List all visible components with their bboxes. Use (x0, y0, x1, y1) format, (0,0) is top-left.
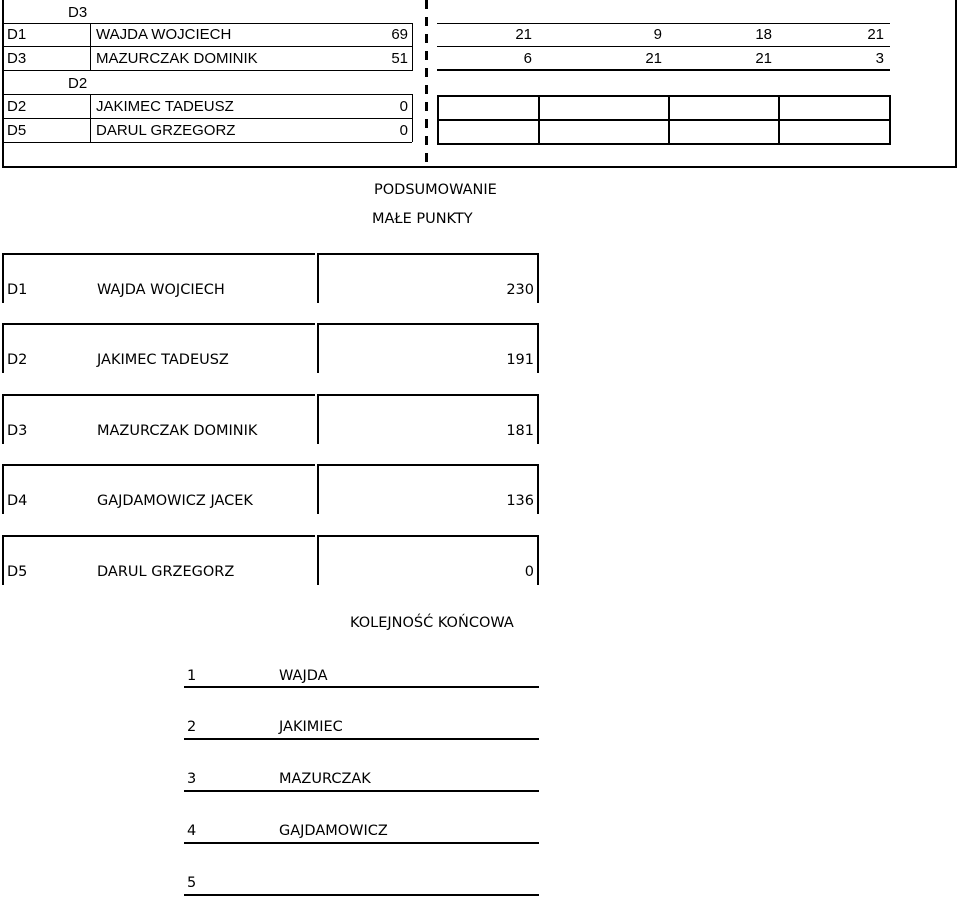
player-code: D4 (7, 493, 28, 509)
place-underline (184, 790, 539, 792)
row-top-line (319, 253, 539, 255)
row-left-line (2, 394, 4, 444)
set-score: 9 (653, 26, 662, 43)
player-name: WAJDA WOJCIECH (97, 282, 225, 298)
row-line (437, 46, 890, 47)
set-score: 21 (645, 50, 662, 67)
row-line (2, 23, 412, 24)
row-right-line (537, 323, 539, 373)
table-dashed-divider (425, 0, 428, 167)
player-name: DARUL GRZEGORZ (96, 122, 236, 139)
row-right-line (537, 535, 539, 585)
player-points: 191 (506, 352, 534, 368)
place-name: MAZURCZAK (279, 771, 371, 787)
player-total: 0 (399, 98, 408, 115)
player-name: WAJDA WOJCIECH (96, 26, 232, 43)
place-underline (184, 738, 539, 740)
player-name: GAJDAMOWICZ JACEK (97, 493, 253, 509)
row-top-line (2, 253, 315, 255)
row-line (2, 142, 412, 143)
row-mid-line (317, 394, 319, 444)
row-line (2, 94, 412, 95)
place-number: 1 (187, 668, 197, 684)
row-line (2, 46, 412, 47)
player-code: D2 (7, 98, 27, 115)
col-line (412, 94, 413, 142)
player-points: 0 (524, 564, 534, 580)
place-number: 5 (187, 875, 197, 891)
row-top-line (2, 323, 315, 325)
group-label-d3: D3 (68, 4, 88, 21)
row-line (437, 143, 890, 145)
group-label-d2: D2 (68, 75, 88, 92)
col-line (437, 95, 439, 145)
player-name: JAKIMEC TADEUSZ (96, 98, 234, 115)
row-line (437, 23, 890, 24)
row-left-line (2, 323, 4, 373)
row-top-line (319, 464, 539, 466)
row-left-line (2, 464, 4, 514)
player-total: 51 (391, 50, 408, 67)
set-score: 18 (755, 26, 772, 43)
row-mid-line (317, 323, 319, 373)
col-line (90, 23, 91, 71)
table-right-border (955, 0, 957, 167)
set-score: 3 (875, 50, 884, 67)
row-top-line (319, 535, 539, 537)
col-line (90, 94, 91, 142)
set-score: 21 (515, 26, 532, 43)
row-right-line (537, 253, 539, 303)
player-code: D1 (7, 26, 27, 43)
col-line (538, 95, 540, 145)
row-right-line (537, 464, 539, 514)
player-points: 136 (506, 493, 534, 509)
col-line (778, 95, 780, 145)
row-mid-line (317, 464, 319, 514)
row-mid-line (317, 253, 319, 303)
col-line (889, 95, 891, 145)
player-name: JAKIMEC TADEUSZ (97, 352, 229, 368)
summary-subheading: MAŁE PUNKTY (372, 211, 473, 227)
place-name: JAKIMIEC (279, 719, 343, 735)
row-left-line (2, 253, 4, 303)
player-name: MAZURCZAK DOMINIK (96, 50, 258, 67)
col-line (412, 23, 413, 71)
player-code: D2 (7, 352, 28, 368)
row-mid-line (317, 535, 319, 585)
player-total: 69 (391, 26, 408, 43)
player-points: 230 (506, 282, 534, 298)
final-order-heading: KOLEJNOŚĆ KOŃCOWA (350, 615, 514, 631)
row-line (2, 70, 412, 71)
row-line (2, 118, 412, 119)
summary-heading: PODSUMOWANIE (374, 182, 497, 198)
row-top-line (319, 323, 539, 325)
place-number: 3 (187, 771, 197, 787)
row-right-line (537, 394, 539, 444)
player-code: D3 (7, 50, 27, 67)
set-score: 21 (755, 50, 772, 67)
place-underline (184, 842, 539, 844)
player-code: D3 (7, 423, 28, 439)
row-top-line (2, 535, 315, 537)
player-code: D1 (7, 282, 28, 298)
place-underline (184, 686, 539, 688)
row-top-line (2, 394, 315, 396)
player-code: D5 (7, 564, 28, 580)
set-score: 6 (523, 50, 532, 67)
row-line (437, 69, 890, 71)
row-top-line (319, 394, 539, 396)
place-name: GAJDAMOWICZ (279, 823, 388, 839)
row-top-line (2, 464, 315, 466)
table-bottom-border (2, 166, 957, 168)
place-number: 2 (187, 719, 197, 735)
place-underline (184, 894, 539, 896)
set-score: 21 (867, 26, 884, 43)
player-code: D5 (7, 122, 27, 139)
player-name: MAZURCZAK DOMINIK (97, 423, 258, 439)
row-line (437, 119, 890, 121)
player-total: 0 (399, 122, 408, 139)
place-number: 4 (187, 823, 197, 839)
row-left-line (2, 535, 4, 585)
player-name: DARUL GRZEGORZ (97, 564, 235, 580)
row-line (437, 95, 890, 97)
player-points: 181 (506, 423, 534, 439)
col-line (668, 95, 670, 145)
place-name: WAJDA (279, 668, 328, 684)
